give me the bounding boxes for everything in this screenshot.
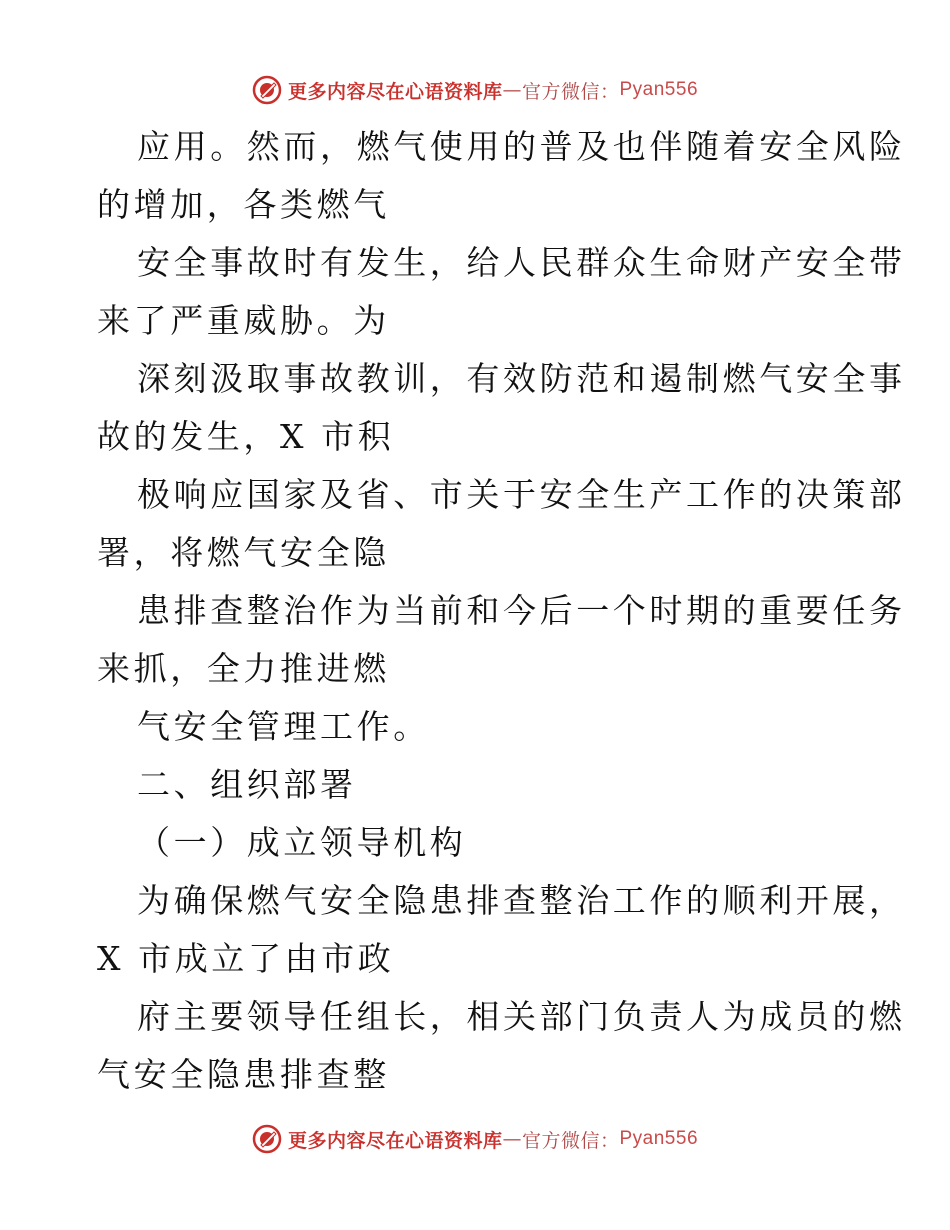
header-banner	[0, 70, 950, 110]
banner-wechat-id: Pyan556	[619, 1128, 699, 1149]
body-line: 患排查整治作为当前和今后一个时期的重要任务	[137, 591, 906, 630]
body-line: 为确保燃气安全隐患排查整治工作的顺利开展，	[137, 881, 906, 920]
body-line: 来了严重威胁。为	[97, 301, 390, 340]
pen-logo-icon	[252, 1124, 282, 1154]
banner-brand: 更多内容尽在心语资料库	[287, 1129, 503, 1152]
section-heading: 二、组织部署	[137, 765, 357, 804]
document-body	[97, 118, 906, 1104]
footer-banner	[0, 1119, 950, 1159]
body-line: 气安全管理工作。	[137, 707, 430, 746]
banner-wechat-label: 官方微信：	[521, 80, 620, 103]
banner-wechat-label: 官方微信：	[521, 1129, 620, 1152]
body-line: 安全事故时有发生，给人民群众生命财产安全带	[137, 243, 906, 282]
body-line: 府主要领导任组长，相关部门负责人为成员的燃	[137, 997, 906, 1036]
pen-logo-icon	[252, 75, 282, 105]
banner-brand: 更多内容尽在心语资料库	[287, 80, 503, 103]
body-line: X 市成立了由市政	[97, 939, 395, 978]
body-line: 的增加，各类燃气	[97, 185, 390, 224]
banner-wechat-id: Pyan556	[619, 79, 699, 100]
banner-dash: —	[502, 1128, 522, 1150]
body-line: 深刻汲取事故教训，有效防范和遏制燃气安全事	[137, 359, 906, 398]
body-line: 故的发生，X 市积	[97, 417, 395, 456]
body-line: 来抓，全力推进燃	[97, 649, 390, 688]
body-line: 气安全隐患排查整	[97, 1055, 390, 1094]
banner-dash: —	[502, 79, 522, 101]
body-line: 署，将燃气安全隐	[97, 533, 390, 572]
body-line: 极响应国家及省、市关于安全生产工作的决策部	[137, 475, 906, 514]
subsection-heading: （一）成立领导机构	[137, 823, 467, 862]
body-line: 应用。然而，燃气使用的普及也伴随着安全风险	[137, 127, 906, 166]
